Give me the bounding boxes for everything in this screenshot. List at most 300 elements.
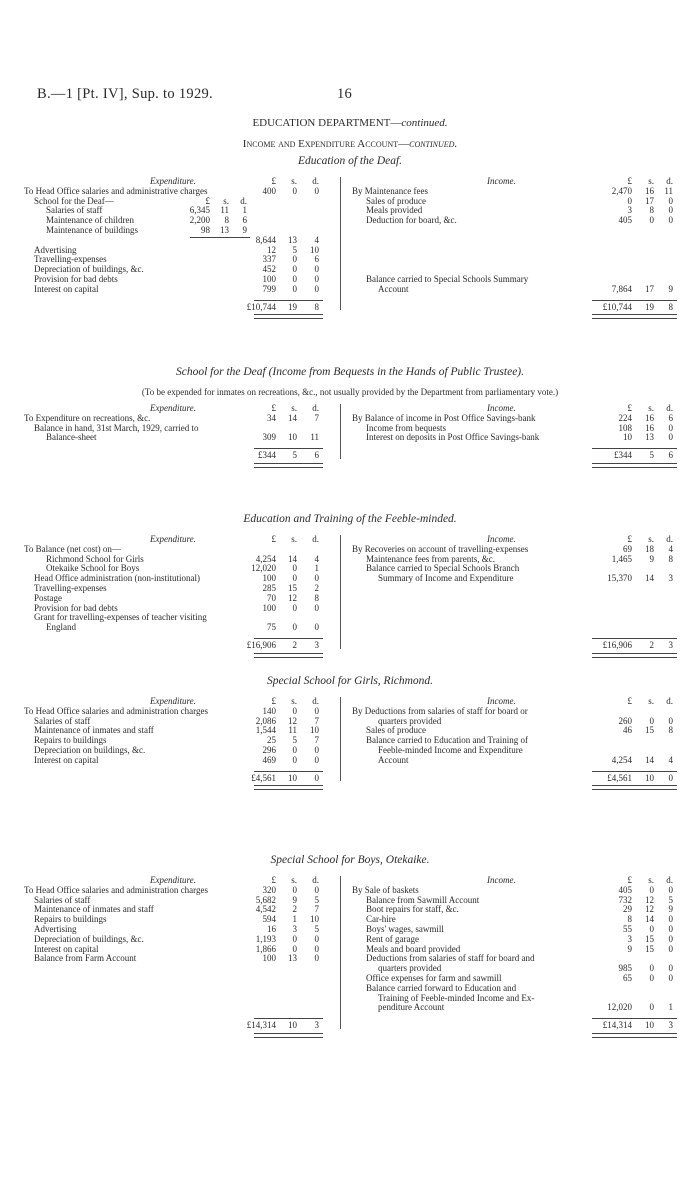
exp-lsd-heading-pence: d.: [312, 403, 319, 413]
income-amount-shillings: 16: [645, 422, 654, 433]
exp-lsd-heading-pounds: £: [271, 176, 276, 186]
expenditure-total-pence: 3: [314, 1020, 319, 1031]
section-title: Special School for Girls, Richmond.: [266, 675, 434, 687]
income-amount-shillings: 12: [645, 904, 654, 915]
income-item: Deduction for board, &c.: [366, 215, 457, 226]
income-amount-pence: 0: [668, 943, 673, 954]
income-heading: Income.: [487, 176, 516, 186]
income-item: Deductions from salaries of staff for board and: [366, 953, 535, 964]
expenditure-amount-pounds: 100: [262, 573, 276, 584]
expenditure-amount-pence: 0: [314, 705, 319, 716]
column-divider: [340, 535, 341, 649]
department-heading: [0, 117, 700, 129]
expenditure-total-rule: [254, 300, 323, 301]
expenditure-item: To Head Office salaries and administration charges: [24, 705, 208, 716]
income-total-pence: 3: [668, 1020, 673, 1031]
department-continued: continued.: [401, 117, 448, 129]
expenditure-amount-pounds: 8,644: [255, 234, 276, 245]
expenditure-total-shillings: 10: [288, 1020, 297, 1031]
income-total-double-rule: [592, 653, 677, 658]
income-amount-pounds: 4,254: [611, 754, 632, 765]
income-item: penditure Account: [378, 1002, 445, 1013]
income-item: Sales of produce: [366, 725, 426, 736]
income-total-pounds: £4,561: [607, 772, 632, 783]
expenditure-subamount-shillings: 13: [220, 225, 229, 235]
exp-lsd-heading-pounds: £: [271, 696, 276, 706]
expenditure-amount-pounds: 296: [262, 745, 276, 755]
income-amount-pence: 4: [668, 543, 673, 554]
account-continued: continued.: [409, 138, 458, 150]
expenditure-amount-pence: 11: [310, 432, 319, 443]
income-amount-pence: 0: [668, 195, 673, 206]
expenditure-amount-shillings: 0: [292, 884, 297, 895]
expenditure-amount-shillings: 14: [288, 553, 297, 564]
income-amount-pounds: 3: [627, 933, 632, 944]
income-amount-shillings: 15: [645, 725, 654, 736]
income-amount-pence: 9: [668, 283, 673, 294]
income-amount-pence: 0: [668, 963, 673, 974]
income-item: Training of Feeble-minded Income and Ex-: [378, 992, 535, 1003]
expenditure-amount-pounds: 400: [262, 185, 276, 196]
income-item: Meals and board provided: [366, 943, 461, 954]
expenditure-amount-pence: 7: [314, 904, 319, 915]
expenditure-subamount-pounds: 98: [201, 225, 210, 235]
column-divider: [340, 876, 341, 1029]
section-title: Education and Training of the Feeble-minded.: [243, 513, 457, 525]
expenditure-amount-pounds: 100: [262, 953, 276, 964]
expenditure-amount-shillings: 0: [292, 705, 297, 716]
income-amount-shillings: 14: [645, 914, 654, 925]
expenditure-item: England: [46, 622, 76, 633]
expenditure-subamount-pounds: 6,345: [189, 205, 210, 216]
income-item: By Sale of baskets: [352, 884, 419, 895]
expenditure-total-rule: [254, 448, 323, 449]
exp-lsd-heading-pounds: £: [271, 875, 276, 885]
expenditure-subamount-pence: d.: [240, 195, 247, 206]
inc-lsd-heading-pence: d.: [666, 875, 673, 885]
income-amount-pounds: 8: [627, 914, 632, 925]
expenditure-total-shillings: 19: [288, 301, 297, 312]
income-amount-pounds: 15,370: [607, 573, 632, 584]
expenditure-amount-shillings: 0: [292, 254, 297, 265]
income-amount-pence: 0: [668, 924, 673, 934]
income-item: Boot repairs for staff, &c.: [366, 904, 459, 915]
income-heading: Income.: [487, 534, 516, 544]
expenditure-heading: Expenditure.: [150, 403, 196, 413]
expenditure-total-shillings: 10: [288, 772, 297, 783]
expenditure-amount-pounds: 285: [262, 583, 276, 593]
inc-lsd-heading-shillings: s.: [648, 696, 654, 706]
income-amount-pounds: 0: [627, 195, 632, 206]
exp-lsd-heading-pounds: £: [271, 534, 276, 544]
expenditure-heading: Expenditure.: [150, 875, 196, 885]
income-item: Balance carried to Education and Training of: [366, 735, 528, 746]
expenditure-amount-pounds: 100: [262, 274, 276, 284]
income-total-shillings: 10: [645, 772, 654, 783]
inc-lsd-heading-pounds: £: [627, 534, 632, 544]
income-amount-shillings: 14: [645, 573, 654, 584]
account-name: Income and Expenditure Account—: [242, 138, 410, 150]
income-amount-pence: 4: [668, 754, 673, 765]
income-amount-pence: 0: [668, 973, 673, 983]
income-amount-pounds: 405: [618, 215, 632, 226]
income-amount-shillings: 17: [645, 283, 654, 294]
expenditure-amount-shillings: 0: [292, 602, 297, 613]
expenditure-amount-shillings: 5: [292, 244, 297, 255]
expenditure-item: To Balance (net cost) on—: [24, 543, 121, 554]
income-amount-pounds: 260: [618, 715, 632, 726]
income-item: Balance carried to Special Schools Branch: [366, 563, 520, 574]
expenditure-amount-pence: 5: [314, 924, 319, 934]
income-total-rule: [592, 771, 677, 772]
income-amount-pounds: 10: [623, 432, 632, 443]
expenditure-amount-pence: 4: [314, 234, 319, 245]
expenditure-item: Interest on capital: [34, 943, 99, 954]
expenditure-amount-shillings: 9: [292, 894, 297, 905]
income-item: Interest on deposits in Post Office Savings-bank: [366, 432, 540, 443]
income-amount-pence: 8: [668, 553, 673, 564]
expenditure-amount-pounds: 469: [262, 754, 276, 765]
income-amount-pounds: 69: [623, 543, 632, 554]
income-total-pence: 0: [668, 772, 673, 783]
expenditure-amount-pounds: 140: [262, 705, 276, 716]
income-total-pence: 6: [668, 450, 673, 461]
exp-lsd-heading-shillings: s.: [291, 176, 297, 186]
income-heading: Income.: [487, 403, 516, 413]
expenditure-item: Travelling-expenses: [34, 254, 107, 265]
expenditure-item: Balance in hand, 31st March, 1929, carried to: [34, 422, 199, 433]
income-item: quarters provided: [378, 715, 442, 726]
income-amount-shillings: 18: [645, 543, 654, 554]
inc-lsd-heading-shillings: s.: [648, 534, 654, 544]
income-item: quarters provided: [378, 963, 442, 974]
income-item: Account: [378, 754, 409, 765]
expenditure-amount-shillings: 14: [288, 412, 297, 423]
expenditure-item: Advertising: [34, 244, 77, 255]
income-total-pounds: £10,744: [602, 301, 632, 312]
expenditure-amount-shillings: 5: [292, 735, 297, 746]
income-total-pounds: £344: [614, 450, 632, 461]
income-amount-shillings: 16: [645, 185, 654, 196]
expenditure-heading: Expenditure.: [150, 176, 196, 186]
income-amount-shillings: 0: [649, 963, 654, 974]
expenditure-amount-pence: 0: [314, 884, 319, 895]
expenditure-amount-shillings: 0: [292, 283, 297, 294]
expenditure-amount-shillings: 1: [292, 914, 297, 925]
income-total-double-rule: [592, 785, 677, 790]
expenditure-amount-shillings: 12: [288, 592, 297, 603]
section-title: Special School for Boys, Otekaike.: [270, 854, 430, 866]
expenditure-total-pounds: £344: [258, 450, 276, 461]
exp-lsd-heading-pence: d.: [312, 534, 319, 544]
income-amount-pence: 11: [664, 185, 673, 196]
income-total-shillings: 5: [649, 450, 654, 461]
expenditure-subamount-pounds: 2,200: [189, 215, 210, 226]
expenditure-amount-pence: 0: [314, 943, 319, 954]
expenditure-subamount-shillings: 8: [224, 215, 229, 226]
expenditure-amount-pounds: 70: [267, 592, 276, 603]
income-amount-pounds: 732: [618, 894, 632, 905]
income-amount-pence: 0: [668, 933, 673, 944]
expenditure-amount-pence: 7: [314, 735, 319, 746]
income-amount-shillings: 8: [649, 205, 654, 216]
expenditure-amount-shillings: 2: [292, 904, 297, 915]
income-item: Balance carried to Special Schools Summary: [366, 274, 529, 284]
expenditure-amount-pence: 0: [314, 573, 319, 584]
expenditure-amount-pence: 0: [314, 754, 319, 765]
expenditure-amount-pence: 10: [310, 725, 319, 736]
income-amount-pounds: 46: [623, 725, 632, 736]
section-note: (To be expended for inmates on recreations, &c., not usually provided by the Department from parliamentary vote.): [141, 387, 559, 397]
expenditure-amount-pence: 7: [314, 715, 319, 726]
exp-lsd-heading-pence: d.: [312, 176, 319, 186]
expenditure-amount-pounds: 799: [262, 283, 276, 294]
income-total-rule: [592, 300, 677, 301]
expenditure-amount-shillings: 0: [292, 185, 297, 196]
income-total-pence: 8: [668, 301, 673, 312]
income-total-rule: [592, 638, 677, 639]
income-amount-shillings: 0: [649, 1002, 654, 1013]
expenditure-total-double-rule: [254, 1033, 323, 1038]
expenditure-amount-shillings: 0: [292, 745, 297, 755]
expenditure-amount-shillings: 0: [292, 264, 297, 275]
expenditure-subamount-pence: 6: [242, 215, 247, 226]
expenditure-item: Repairs to buildings: [34, 914, 107, 925]
income-heading: Income.: [487, 875, 516, 885]
expenditure-amount-shillings: 15: [288, 583, 297, 593]
expenditure-item: Richmond School for Girls: [46, 553, 144, 564]
expenditure-subamount-shillings: 11: [220, 205, 229, 216]
income-item: Maintenance fees from parents, &c.: [366, 553, 495, 564]
exp-lsd-heading-pence: d.: [312, 875, 319, 885]
expenditure-item: Provision for bad debts: [34, 602, 118, 613]
income-amount-pence: 8: [668, 725, 673, 736]
department-name: EDUCATION DEPARTMENT—: [252, 117, 402, 129]
income-amount-pounds: 1,465: [611, 553, 632, 564]
expenditure-item: Salaries of staff: [34, 894, 91, 905]
income-amount-pence: 0: [668, 422, 673, 433]
expenditure-item: Salaries of staff: [34, 715, 91, 726]
income-amount-shillings: 13: [645, 432, 654, 443]
income-item: By Recoveries on account of travelling-expenses: [352, 543, 529, 554]
income-total-shillings: 10: [645, 1020, 654, 1031]
income-amount-pounds: 108: [618, 422, 632, 433]
income-amount-shillings: 0: [649, 973, 654, 983]
income-amount-pence: 0: [668, 884, 673, 895]
income-item: Car-hire: [366, 914, 396, 925]
expenditure-item: Maintenance of inmates and staff: [34, 904, 154, 915]
expenditure-item: Maintenance of buildings: [46, 225, 138, 235]
income-amount-pence: 0: [668, 205, 673, 216]
expenditure-amount-pence: 8: [314, 592, 319, 603]
income-amount-pounds: 55: [623, 924, 632, 934]
expenditure-item: Depreciation of buildings, &c.: [34, 264, 144, 275]
income-amount-shillings: 9: [649, 553, 654, 564]
expenditure-item: To Head Office salaries and administration charges: [24, 884, 208, 895]
expenditure-amount-pounds: 452: [262, 264, 276, 275]
expenditure-item: Grant for travelling-expenses of teacher visiting: [34, 612, 207, 623]
income-total-rule: [592, 1018, 677, 1019]
expenditure-heading: Expenditure.: [150, 534, 196, 544]
expenditure-amount-pence: 0: [314, 745, 319, 755]
expenditure-amount-pence: 0: [314, 602, 319, 613]
expenditure-amount-pounds: 12: [267, 244, 276, 255]
income-item: By Deductions from salaries of staff for board or: [352, 705, 528, 716]
income-amount-shillings: 14: [645, 754, 654, 765]
income-amount-shillings: 12: [645, 894, 654, 905]
income-item: By Balance of income in Post Office Savings-bank: [352, 412, 536, 423]
expenditure-amount-pence: 0: [314, 283, 319, 294]
expenditure-amount-pounds: 1,866: [255, 943, 276, 954]
expenditure-total-pounds: £4,561: [251, 772, 276, 783]
income-amount-shillings: 17: [645, 195, 654, 206]
page-number: 16: [337, 86, 353, 102]
expenditure-amount-pounds: 320: [262, 884, 276, 895]
income-total-double-rule: [592, 314, 677, 319]
income-amount-shillings: 0: [649, 924, 654, 934]
income-amount-pounds: 2,470: [611, 185, 632, 196]
expenditure-item: Otekaike School for Boys: [46, 563, 140, 574]
income-heading: Income.: [487, 696, 516, 706]
expenditure-amount-shillings: 10: [288, 432, 297, 443]
expenditure-total-rule: [254, 1018, 323, 1019]
exp-lsd-heading-shillings: s.: [291, 696, 297, 706]
expenditure-amount-pounds: 100: [262, 602, 276, 613]
expenditure-item: Balance from Farm Account: [34, 953, 137, 964]
expenditure-amount-pounds: 75: [267, 622, 276, 633]
income-amount-pounds: 3: [627, 205, 632, 216]
expenditure-amount-shillings: 12: [288, 715, 297, 726]
expenditure-item: To Head Office salaries and administrative charges: [24, 185, 208, 196]
expenditure-total-double-rule: [254, 314, 323, 319]
exp-lsd-heading-shillings: s.: [291, 875, 297, 885]
exp-lsd-heading-pounds: £: [271, 403, 276, 413]
expenditure-total-pounds: £14,314: [246, 1020, 276, 1031]
income-amount-pounds: 9: [627, 943, 632, 954]
expenditure-amount-pounds: 16: [267, 924, 276, 934]
expenditure-item: Interest on capital: [34, 283, 99, 294]
income-amount-pounds: 12,020: [607, 1002, 632, 1013]
inc-lsd-heading-pence: d.: [666, 176, 673, 186]
expenditure-amount-pence: 10: [310, 914, 319, 925]
income-amount-pounds: 985: [618, 963, 632, 974]
column-divider: [340, 404, 341, 459]
expenditure-amount-shillings: 0: [292, 943, 297, 954]
exp-lsd-heading-shillings: s.: [291, 534, 297, 544]
inc-lsd-heading-pounds: £: [627, 875, 632, 885]
expenditure-amount-shillings: 13: [288, 953, 297, 964]
expenditure-total-double-rule: [254, 785, 323, 790]
expenditure-subamount-pence: 9: [242, 225, 247, 235]
expenditure-total-rule: [254, 638, 323, 639]
inc-lsd-heading-pence: d.: [666, 696, 673, 706]
expenditure-amount-pounds: 337: [262, 254, 276, 265]
expenditure-amount-pence: 0: [314, 622, 319, 633]
income-item: Feeble-minded Income and Expenditure: [378, 745, 523, 755]
section-title: School for the Deaf (Income from Bequests in the Hands of Public Trustee).: [175, 366, 525, 378]
income-total-shillings: 19: [645, 301, 654, 312]
income-amount-shillings: 15: [645, 943, 654, 954]
income-amount-pence: 3: [668, 573, 673, 584]
income-amount-shillings: 0: [649, 715, 654, 726]
expenditure-subamount-pounds: £: [205, 195, 210, 206]
expenditure-item: Depreciation of buildings, &c.: [34, 933, 144, 944]
expenditure-subamount-pence: 1: [242, 205, 247, 216]
expenditure-amount-pence: 2: [314, 583, 319, 593]
income-item: Sales of produce: [366, 195, 426, 206]
expenditure-amount-pence: 0: [314, 264, 319, 275]
income-total-shillings: 2: [649, 640, 654, 650]
income-amount-shillings: 0: [649, 215, 654, 226]
expenditure-total-pence: 8: [314, 301, 319, 312]
income-total-double-rule: [592, 463, 677, 468]
expenditure-amount-pounds: 1,193: [255, 933, 276, 944]
expenditure-item: To Expenditure on recreations, &c.: [24, 412, 151, 423]
income-amount-pounds: 224: [618, 412, 632, 423]
expenditure-amount-pounds: 12,020: [251, 563, 276, 574]
expenditure-amount-pence: 1: [314, 563, 319, 574]
inc-lsd-heading-pounds: £: [627, 403, 632, 413]
expenditure-amount-pence: 0: [314, 953, 319, 964]
expenditure-amount-pence: 0: [314, 933, 319, 944]
inc-lsd-heading-shillings: s.: [648, 875, 654, 885]
income-amount-pence: 5: [668, 894, 673, 905]
income-amount-pounds: 7,864: [611, 283, 632, 294]
income-item: Boys' wages, sawmill: [366, 924, 444, 934]
income-amount-shillings: 0: [649, 884, 654, 895]
expenditure-amount-pounds: 2,086: [255, 715, 276, 726]
income-total-double-rule: [592, 1033, 677, 1038]
expenditure-amount-pounds: 1,544: [255, 725, 276, 736]
expenditure-amount-pounds: 594: [262, 914, 276, 925]
income-total-pounds: £16,906: [602, 640, 632, 650]
expenditure-amount-shillings: 0: [292, 563, 297, 574]
income-amount-pence: 6: [668, 412, 673, 423]
expenditure-amount-shillings: 0: [292, 622, 297, 633]
expenditure-total-pence: 6: [314, 450, 319, 461]
income-item: Rent of garage: [366, 933, 419, 944]
expenditure-amount-pence: 5: [314, 894, 319, 905]
expenditure-amount-pence: 0: [314, 274, 319, 284]
income-amount-pence: 9: [668, 904, 673, 915]
income-item: Income from bequests: [366, 422, 446, 433]
expenditure-total-double-rule: [254, 463, 323, 468]
expenditure-total-pounds: £10,744: [246, 301, 276, 312]
expenditure-item: Repairs to buildings: [34, 735, 107, 746]
column-divider: [340, 177, 341, 310]
column-divider: [340, 697, 341, 781]
expenditure-amount-shillings: 13: [288, 234, 297, 245]
expenditure-item: Maintenance of children: [46, 215, 134, 226]
expenditure-item: Advertising: [34, 924, 77, 934]
expenditure-item: Depreciation on buildings, &c.: [34, 745, 146, 755]
inc-lsd-heading-pence: d.: [666, 403, 673, 413]
income-amount-pence: 1: [668, 1002, 673, 1013]
income-amount-pounds: 405: [618, 884, 632, 895]
exp-lsd-heading-pence: d.: [312, 696, 319, 706]
expenditure-amount-pounds: 25: [267, 735, 276, 746]
inc-lsd-heading-pence: d.: [666, 534, 673, 544]
expenditure-amount-shillings: 0: [292, 573, 297, 584]
expenditure-total-pence: 3: [314, 640, 319, 650]
income-amount-pounds: 29: [623, 904, 632, 915]
exp-lsd-heading-shillings: s.: [291, 403, 297, 413]
expenditure-item: School for the Deaf—: [34, 195, 114, 206]
section-title: Education of the Deaf.: [297, 155, 403, 167]
income-item: Balance from Sawmill Account: [366, 894, 480, 905]
expenditure-item: Salaries of staff: [46, 205, 103, 216]
income-amount-pence: 0: [668, 715, 673, 726]
